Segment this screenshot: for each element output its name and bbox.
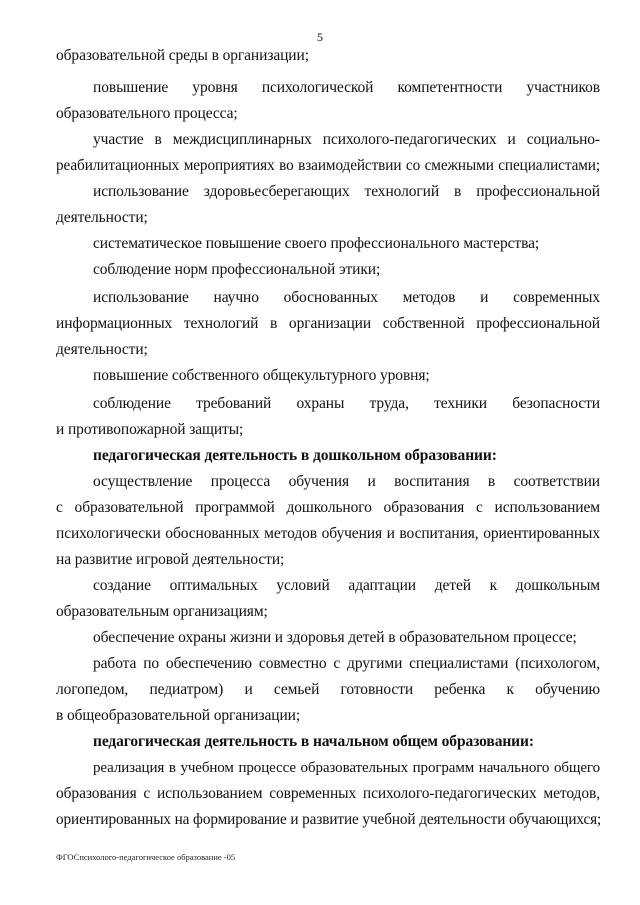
- text-line: соблюдение требований охраны труда, техники безопасности: [93, 395, 600, 412]
- text-line: логопедом, педиатром) и семьей готовности ребенка к обучению: [56, 681, 600, 698]
- text-line: психологически обоснованных методов обучения и воспитания, ориентированных: [56, 525, 600, 542]
- text-line: образовательной среды в организации;: [56, 47, 309, 64]
- text-line: обеспечение охраны жизни и здоровья детей в образовательном процессе;: [93, 629, 577, 646]
- text-line: информационных технологий в организации собственной профессиональной: [56, 315, 600, 332]
- section-heading: педагогическая деятельность в начальном общем образовании:: [93, 733, 534, 750]
- text-line: с образовательной программой дошкольного образования с использованием: [56, 499, 600, 516]
- text-line: участие в междисциплинарных психолого-педагогических и социально-: [93, 131, 600, 148]
- text-line: осуществление процесса обучения и воспитания в соответствии: [93, 473, 600, 490]
- text-line: реализация в учебном процессе образовательных программ начального общего: [93, 760, 600, 776]
- page-footer: ФГОСпсихолого-педагогическое образование -05: [56, 852, 236, 862]
- text-line: создание оптимальных условий адаптации детей к дошкольным: [93, 577, 600, 594]
- section-heading: педагогическая деятельность в дошкольном образовании:: [93, 447, 497, 464]
- text-line: повышение уровня психологической компетентности участников: [93, 79, 600, 96]
- text-line: в общеобразовательной организации;: [56, 707, 301, 724]
- text-line: деятельности;: [56, 209, 148, 226]
- text-line: соблюдение норм профессиональной этики;: [93, 261, 381, 278]
- text-line: использование здоровьесберегающих технологий в профессиональной: [93, 183, 600, 200]
- text-line: образовательным организациям;: [56, 603, 268, 620]
- text-line: реабилитационных мероприятиях во взаимодействии со смежными специалистами;: [56, 157, 600, 174]
- text-line: работа по обеспечению совместно с другими специалистами (психологом,: [93, 655, 600, 672]
- text-line: деятельности;: [56, 341, 148, 358]
- text-line: использование научно обоснованных методов и современных: [93, 289, 600, 306]
- page-number: 5: [317, 30, 323, 44]
- text-line: ориентированных на формирование и развитие учебной деятельности обучающихся;: [56, 811, 602, 828]
- text-line: на развитие игровой деятельности;: [56, 551, 285, 568]
- text-line: и противопожарной защиты;: [56, 421, 244, 438]
- text-line: повышение собственного общекультурного уровня;: [93, 367, 430, 384]
- text-line: образовательного процесса;: [56, 105, 238, 122]
- text-line: систематическое повышение своего профессионального мастерства;: [93, 235, 540, 252]
- text-line: образования с использованием современных психолого-педагогических методов,: [56, 785, 600, 802]
